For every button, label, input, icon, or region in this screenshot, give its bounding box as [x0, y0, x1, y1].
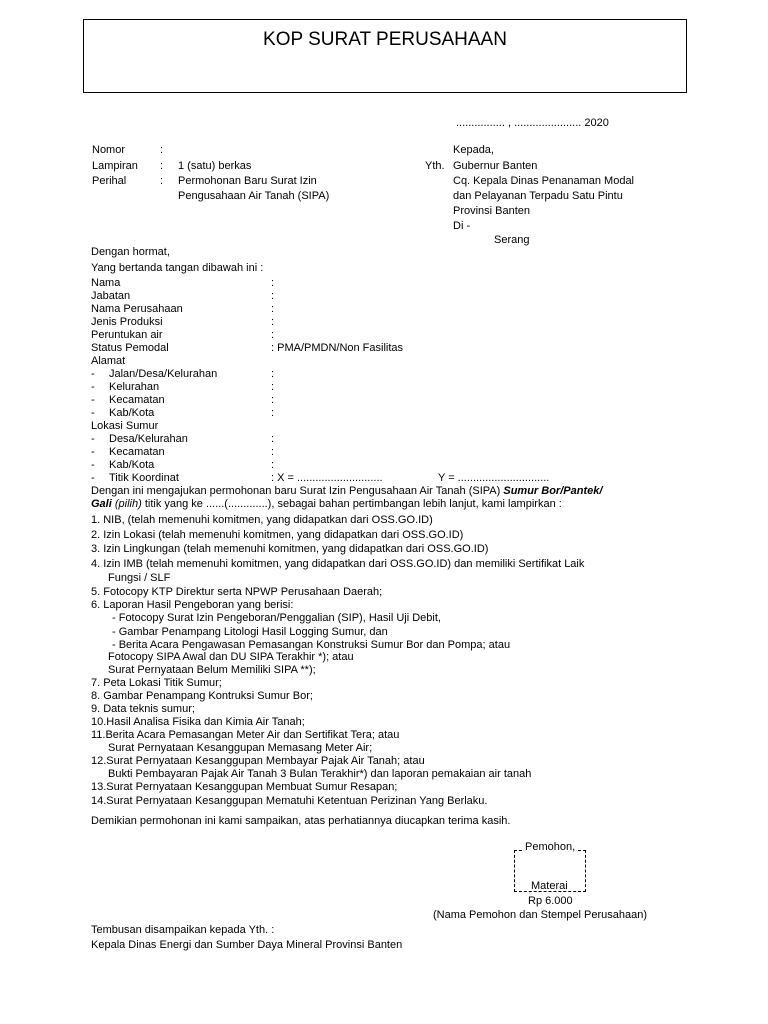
recipient-kepada: Kepada,	[453, 144, 494, 156]
perihal-colon: :	[160, 175, 164, 187]
bullet-dash: -	[91, 459, 95, 471]
lampiran-label: Lampiran	[92, 160, 138, 172]
attachment-item-continued: Fungsi / SLF	[108, 572, 171, 584]
request-line-1	[91, 485, 602, 498]
field-colon: :	[271, 329, 275, 341]
bullet-dash: -	[91, 472, 95, 484]
attachment-item: 13.Surat Pernyataan Kesanggupan Membuat Sumur Resapan;	[91, 781, 398, 793]
field-colon: :	[271, 433, 275, 445]
letterhead-title: KOP SURAT PERUSAHAAN	[263, 29, 507, 50]
request-line-2-text: titik yang ke ......(.............), sebagai bahan pertimbangan lebih lanjut, kami lampirkan :	[144, 498, 562, 510]
attachment-item: 6. Laporan Hasil Pengeboran yang berisi:	[91, 599, 294, 611]
request-line-1-text: Dengan ini mengajukan permohonan baru Surat Izin Pengusahaan Air Tanah (SIPA)	[91, 485, 504, 497]
attachment-item-continued: Surat Pernyataan Kesanggupan Memasang Meter Air;	[108, 742, 373, 754]
nomor-label: Nomor	[92, 144, 126, 156]
field-kabkota-2: Kab/Kota	[109, 459, 155, 471]
field-kecamatan-2: Kecamatan	[109, 446, 165, 458]
bullet-dash: -	[91, 446, 95, 458]
field-status-value: : PMA/PMDN/Non Fasilitas	[271, 342, 404, 354]
field-nama: Nama	[91, 277, 121, 289]
attachment-subitem: - Gambar Penampang Litologi Hasil Logging Sumur, dan	[112, 626, 388, 638]
attachment-item: 14.Surat Pernyataan Kesanggupan Mematuhi Ketentuan Perizinan Yang Berlaku.	[91, 795, 488, 807]
field-jalan: Jalan/Desa/Kelurahan	[109, 368, 218, 380]
field-status-pemodal: Status Pemodal	[91, 342, 169, 354]
signature-caption: (Nama Pemohon dan Stempel Perusahaan)	[433, 909, 648, 921]
recipient-line-3: dan Pelayanan Terpadu Satu Pintu	[453, 190, 623, 202]
field-kecamatan: Kecamatan	[109, 394, 165, 406]
attachment-subitem: - Fotocopy Surat Izin Pengeboran/Penggalian (SIP), Hasil Uji Debit,	[112, 612, 441, 624]
attachment-item: 3. Izin Lingkungan (telah memenuhi komitmen, yang didapatkan dari OSS.GO.ID)	[91, 543, 489, 555]
field-colon: :	[271, 459, 275, 471]
field-colon: :	[271, 277, 275, 289]
request-line-1-options: Sumur Bor/Pantek/	[503, 485, 603, 497]
field-jabatan: Jabatan	[91, 290, 131, 302]
signature-pemohon: Pemohon,	[525, 841, 576, 853]
recipient-line-5: Di -	[453, 220, 471, 232]
attachment-item: 5. Fotocopy KTP Direktur serta NPWP Perusahaan Daerah;	[91, 586, 383, 598]
request-line-2	[91, 498, 562, 511]
field-colon: :	[271, 368, 275, 380]
signature-materai: Materai	[531, 880, 568, 892]
attachment-item: 10.Hasil Analisa Fisika dan Kimia Air Tanah;	[91, 716, 305, 728]
recipient-yth: Yth.	[425, 160, 445, 172]
field-titik: Titik Koordinat	[109, 472, 179, 484]
field-colon: :	[271, 394, 275, 406]
attachment-item: 9. Data teknis sumur;	[91, 703, 195, 715]
field-colon: :	[271, 407, 275, 419]
request-pilih: (pilih)	[111, 498, 145, 510]
nomor-colon: :	[160, 144, 164, 156]
field-colon: :	[271, 316, 275, 328]
attachment-subitem-continued: Surat Pernyataan Belum Memiliki SIPA **);	[108, 664, 316, 676]
bullet-dash: -	[91, 394, 95, 406]
attachment-item-continued: Bukti Pembayaran Pajak Air Tanah 3 Bulan Terakhir*) dan laporan pemakaian air tanah	[108, 768, 532, 780]
attachment-item: 1. NIB, (telah memenuhi komitmen, yang didapatkan dari OSS.GO.ID)	[91, 514, 433, 526]
lampiran-colon: :	[160, 160, 164, 172]
bullet-dash: -	[91, 381, 95, 393]
recipient-line-4: Provinsi Banten	[453, 205, 531, 217]
cc-title: Tembusan disampaikan kepada Yth. :	[91, 924, 275, 936]
perihal-label: Perihal	[92, 175, 127, 187]
attachment-item: 8. Gambar Penampang Kontruksi Sumur Bor;	[91, 690, 313, 702]
field-peruntukan-air: Peruntukan air	[91, 329, 163, 341]
field-desa: Desa/Kelurahan	[109, 433, 188, 445]
attachment-item: 7. Peta Lokasi Titik Sumur;	[91, 677, 222, 689]
attachment-item: 4. Izin IMB (telah memenuhi komitmen, yang didapatkan dari OSS.GO.ID) dan memiliki Sertifikat Laik	[91, 558, 585, 570]
recipient-line-6: Serang	[494, 234, 530, 246]
field-jenis-produksi: Jenis Produksi	[91, 316, 163, 328]
field-coord-y: Y = ..............................	[438, 472, 550, 484]
closing-text: Demikian permohonan ini kami sampaikan, atas perhatiannya diucapkan terima kasih.	[91, 815, 511, 827]
perihal-line-1: Permohonan Baru Surat Izin	[178, 175, 317, 187]
field-kelurahan: Kelurahan	[109, 381, 160, 393]
date-line: ................ , ...................... 2020	[456, 117, 609, 129]
signature-amount: Rp 6.000	[528, 895, 573, 907]
recipient-line-2: Cq. Kepala Dinas Penanaman Modal	[453, 175, 635, 187]
bullet-dash: -	[91, 407, 95, 419]
field-lokasi-sumur: Lokasi Sumur	[91, 420, 159, 432]
field-alamat: Alamat	[91, 355, 126, 367]
cc-line: Kepala Dinas Energi dan Sumber Daya Mineral Provinsi Banten	[91, 939, 403, 951]
field-coord-x: : X = ............................	[271, 472, 383, 484]
field-colon: :	[271, 303, 275, 315]
bullet-dash: -	[91, 368, 95, 380]
intro: Yang bertanda tangan dibawah ini :	[91, 262, 264, 274]
field-colon: :	[271, 381, 275, 393]
field-colon: :	[271, 446, 275, 458]
request-gali: Gali	[91, 498, 112, 510]
lampiran-value: 1 (satu) berkas	[178, 160, 252, 172]
letterhead-box	[83, 19, 687, 93]
attachment-subitem-continued: Fotocopy SIPA Awal dan DU SIPA Terakhir *); atau	[108, 651, 354, 663]
attachment-item: 2. Izin Lokasi (telah memenuhi komitmen, yang didapatkan dari OSS.GO.ID)	[91, 529, 464, 541]
field-nama-perusahaan: Nama Perusahaan	[91, 303, 183, 315]
greeting: Dengan hormat,	[91, 246, 170, 258]
recipient-line-1: Gubernur Banten	[453, 160, 538, 172]
bullet-dash: -	[91, 433, 95, 445]
field-colon: :	[271, 290, 275, 302]
attachment-item: 11.Berita Acara Pemasangan Meter Air dan Sertifikat Tera; atau	[91, 729, 400, 741]
perihal-line-2: Pengusahaan Air Tanah (SIPA)	[178, 190, 330, 202]
attachment-subitem: - Berita Acara Pengawasan Pemasangan Konstruksi Sumur Bor dan Pompa; atau	[112, 639, 511, 651]
attachment-item: 12.Surat Pernyataan Kesanggupan Membayar Pajak Air Tanah; atau	[91, 755, 425, 767]
field-kabkota: Kab/Kota	[109, 407, 155, 419]
